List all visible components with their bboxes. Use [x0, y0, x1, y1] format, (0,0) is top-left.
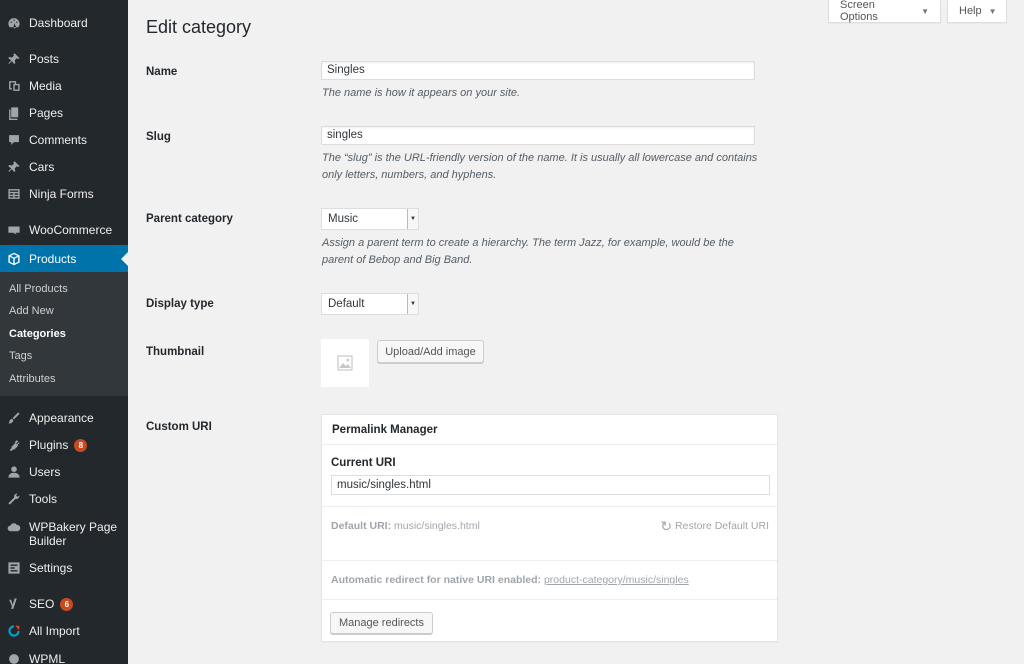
refresh-icon: ↻ — [660, 518, 673, 534]
permalink-manager-box — [321, 414, 778, 642]
menu-dashboard[interactable] — [0, 15, 128, 31]
divider — [322, 599, 777, 600]
settings-icon — [7, 561, 21, 575]
submenu-add-new[interactable]: Add New — [9, 305, 54, 317]
menu-products-label: Products — [29, 251, 77, 266]
default-uri-value: music/singles.html — [394, 520, 480, 532]
upload-image-button[interactable]: Upload/Add image — [377, 340, 484, 363]
menu-wpbakery[interactable] — [0, 520, 128, 550]
pages-icon — [7, 106, 21, 120]
active-arrow — [121, 252, 128, 266]
display-type-select[interactable] — [321, 293, 419, 315]
menu-tools-label: Tools — [29, 492, 58, 506]
redirect-link[interactable]: product-category/music/singles — [543, 574, 689, 586]
image-placeholder-icon — [337, 355, 353, 371]
permalink-manager-header — [322, 415, 777, 445]
menu-comments[interactable] — [0, 132, 128, 148]
cloud-icon — [7, 520, 21, 534]
plugins-update-badge: 8 — [74, 439, 87, 452]
help-label: Help — [959, 5, 982, 17]
menu-posts-label: Posts — [29, 52, 60, 66]
menu-products[interactable] — [0, 245, 128, 272]
current-uri-label: Current URI — [331, 457, 396, 469]
caret-down-icon: ▼ — [921, 6, 929, 16]
current-uri-input[interactable]: music/singles.html — [331, 475, 770, 495]
chevron-down-icon: ▼ — [407, 294, 418, 314]
plugins-text: Plugins — [29, 438, 69, 452]
pin-icon — [7, 52, 21, 66]
submenu-all-products[interactable]: All Products — [9, 283, 68, 295]
name-input[interactable]: Singles — [321, 61, 755, 80]
menu-media-label: Media — [29, 79, 62, 93]
divider — [322, 560, 777, 561]
menu-media[interactable] — [0, 78, 128, 94]
wpbakery-line1: WPBakery Page — [29, 520, 118, 534]
parent-category-description: Assign a parent term to create a hierarchy. The term Jazz, for example, would be the parent of Bebop and Big Band. — [322, 237, 734, 266]
form-icon — [7, 187, 21, 201]
parent-category-label: Parent category — [146, 213, 233, 225]
menu-comments-label: Comments — [29, 133, 88, 147]
menu-cars-label: Cars — [29, 160, 55, 174]
redirect-label: Automatic redirect for native URI enabled: — [331, 574, 542, 586]
caret-down-icon: ▼ — [988, 6, 997, 16]
submenu-attributes[interactable]: Attributes — [9, 373, 56, 385]
divider — [322, 506, 777, 507]
restore-default-uri-label: Restore Default URI — [675, 520, 769, 532]
redirect-info — [331, 574, 689, 586]
comment-icon — [7, 133, 21, 147]
parent-category-value: Music — [328, 213, 359, 225]
woo-icon — [7, 223, 21, 237]
menu-ninja-forms-label: Ninja Forms — [29, 187, 94, 201]
page-title: Edit category — [146, 17, 252, 37]
chevron-down-icon: ▼ — [407, 209, 418, 229]
brush-icon — [7, 411, 21, 425]
menu-pages-label: Pages — [29, 106, 64, 120]
menu-seo[interactable] — [0, 596, 128, 612]
manage-redirects-button[interactable]: Manage redirects — [330, 612, 433, 634]
pin-icon — [7, 160, 21, 174]
default-uri-text — [331, 520, 480, 532]
thumbnail-label: Thumbnail — [146, 346, 205, 358]
menu-tools[interactable] — [0, 491, 128, 507]
wpbakery-line2: Builder — [29, 534, 67, 548]
menu-appearance[interactable] — [0, 410, 128, 426]
thumbnail-placeholder — [321, 339, 369, 387]
box-icon — [7, 252, 21, 266]
parent-category-select[interactable] — [321, 208, 419, 230]
wpml-icon — [7, 652, 21, 664]
menu-all-import[interactable] — [0, 623, 128, 639]
help-button[interactable] — [947, 0, 1007, 23]
plugin-icon — [7, 438, 21, 452]
products-submenu — [0, 272, 128, 396]
menu-settings[interactable] — [0, 560, 128, 576]
screen-options-label: Screen Options — [840, 0, 878, 23]
default-uri-label: Default URI: — [331, 520, 392, 532]
restore-default-uri-button[interactable] — [659, 518, 769, 534]
seo-badge: 6 — [60, 598, 73, 611]
menu-ninja-forms[interactable] — [0, 186, 128, 202]
name-label: Name — [146, 66, 178, 78]
display-type-label: Display type — [146, 298, 214, 310]
menu-posts[interactable] — [0, 51, 128, 67]
dashboard-icon — [7, 16, 21, 30]
menu-settings-label: Settings — [29, 561, 73, 575]
menu-all-import-label: All Import — [29, 624, 80, 638]
screen-options-button[interactable] — [828, 0, 941, 23]
menu-woocommerce-label: WooCommerce — [29, 223, 113, 237]
menu-wpbakery-label — [29, 520, 117, 548]
permalink-manager-title: Permalink Manager — [332, 424, 438, 436]
menu-woocommerce[interactable] — [0, 222, 128, 238]
menu-cars[interactable] — [0, 159, 128, 175]
menu-pages[interactable] — [0, 105, 128, 121]
media-icon — [7, 79, 21, 93]
slug-label: Slug — [146, 131, 171, 143]
admin-sidebar — [0, 0, 128, 664]
menu-users[interactable] — [0, 464, 128, 480]
user-icon — [7, 465, 21, 479]
display-type-value: Default — [328, 298, 365, 310]
wrench-icon — [7, 492, 21, 506]
custom-uri-label: Custom URI — [146, 421, 212, 433]
menu-plugins[interactable] — [0, 437, 128, 453]
submenu-tags[interactable]: Tags — [9, 350, 33, 362]
submenu-categories[interactable]: Categories — [9, 328, 66, 340]
slug-description: The “slug” is the URL-friendly version of the name. It is usually all lowercase and contains only letters, numbers, and hyphens. — [322, 152, 758, 181]
slug-input[interactable]: singles — [321, 126, 755, 145]
name-description: The name is how it appears on your site. — [322, 87, 521, 99]
menu-users-label: Users — [29, 465, 61, 479]
menu-seo-label — [29, 597, 73, 611]
menu-dashboard-label: Dashboard — [29, 16, 88, 30]
menu-wpml-label: WPML — [29, 652, 65, 664]
menu-appearance-label: Appearance — [29, 411, 94, 425]
menu-wpml[interactable] — [0, 651, 128, 664]
yoast-icon — [7, 597, 21, 611]
menu-plugins-label — [29, 438, 87, 452]
seo-text: SEO — [29, 597, 55, 611]
import-icon — [7, 624, 21, 638]
